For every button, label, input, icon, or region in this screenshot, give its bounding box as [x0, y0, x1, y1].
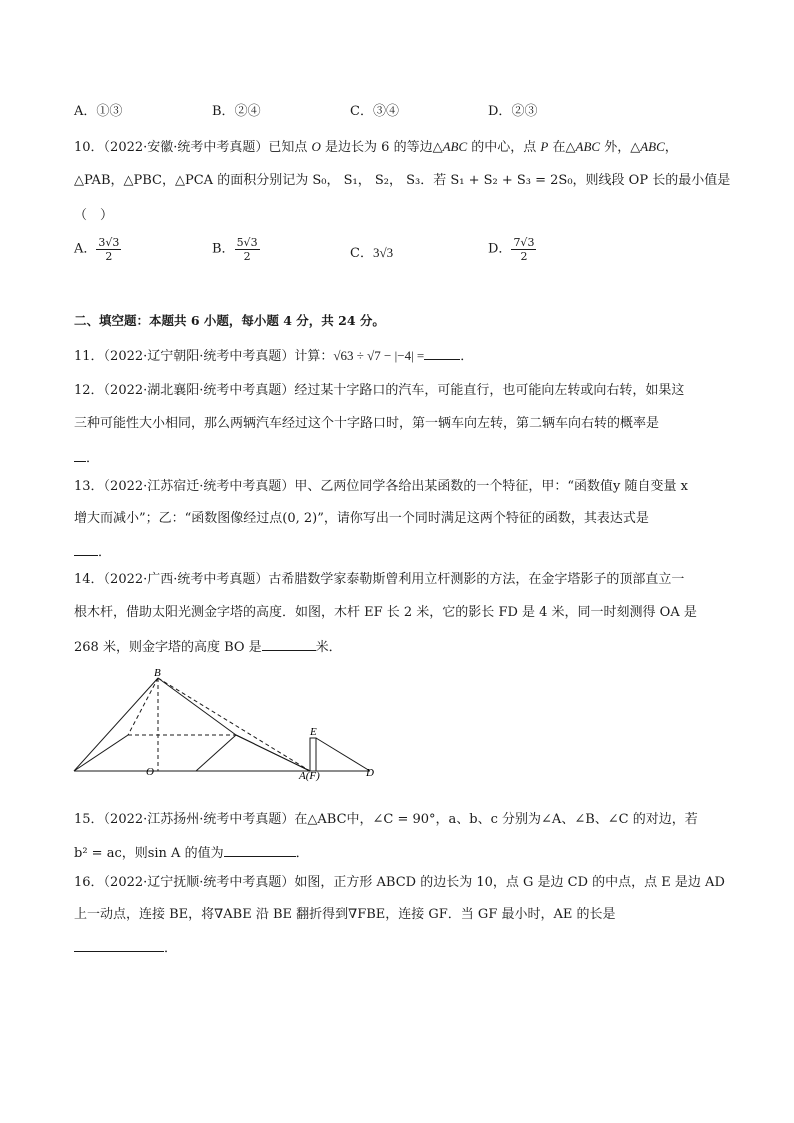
q9-option-c: C．③④: [350, 104, 399, 119]
q13-line1: 13．（2022·江苏宿迁·统考中考真题）甲、乙两位同学各给出某函数的一个特征，甲：“函数值y 随自变量 x: [74, 479, 688, 494]
answer-blank[interactable]: [424, 345, 460, 360]
q16-line3: ．: [74, 937, 177, 959]
section-heading: 二、填空题：本题共 6 小题，每小题 4 分，共 24 分。: [74, 313, 385, 328]
q10-option-a: A． $\frac{3√3}{2}$: [74, 236, 120, 263]
q9-option-b: B．②④: [212, 104, 261, 119]
label-o: O: [146, 766, 154, 778]
pyramid-figure: [70, 664, 380, 784]
label-d: D: [366, 767, 374, 779]
q16-line1: 16．（2022·辽宁抚顺·统考中考真题）如图，正方形 ABCD 的边长为 10，点 G 是边 CD 的中点，点 E 是边 AD: [74, 875, 725, 890]
q14-line2: 根木杆，借助太阳光测金字塔的高度．如图，木杆 EF 长 2 米，它的影长 FD 是 4 米，同一时刻测得 OA 是: [74, 605, 697, 620]
answer-blank[interactable]: [74, 541, 98, 556]
label-a-f: A(F): [299, 770, 320, 782]
q12-line2: 三种可能性大小相同，那么两辆汽车经过这个十字路口时，第一辆车向左转，第二辆车向右转的概率是: [74, 416, 660, 431]
q10-option-c: C．3√3: [350, 245, 394, 261]
q12-line1: 12．（2022·湖北襄阳·统考中考真题）经过某十字路口的汽车，可能直行，也可能向左转或向右转，如果这: [74, 383, 685, 398]
q10-line3: （ ）: [74, 208, 114, 223]
q13-line2: 增大而减小”；乙：“函数图像经过点(0, 2)”，请你写出一个同时满足这两个特征的函数，其表达式是: [74, 511, 649, 526]
q10-line2: △PAB，△PBC，△PCA 的面积分别记为 S₀， S₁， S₂， S₃．若 S₁ + S₂ + S₃ = 2S₀，则线段 OP 长的最小值是: [74, 173, 731, 188]
q12-line3: ．: [74, 447, 99, 469]
q9-option-a: A．①③: [74, 104, 123, 119]
q15-line2: b² = ac，则sin A 的值为 ．: [74, 842, 309, 864]
q9-option-d: D．②③: [488, 104, 538, 119]
q10-line1: 10．（2022·安徽·统考中考真题）已知点 O 是边长为 6 的等边△ABC 的中心，点 P 在△ABC 外，△ABC，: [74, 139, 678, 155]
answer-blank[interactable]: [224, 842, 296, 857]
answer-blank[interactable]: [74, 447, 86, 462]
q14-line3: 268 米，则金字塔的高度 BO 是 米．: [74, 636, 342, 658]
q15-line1: 15．（2022·江苏扬州·统考中考真题）在△ABC中，∠C = 90°，a、b、c 分别为∠A、∠B、∠C 的对边，若: [74, 812, 698, 827]
q16-line2: 上一动点，连接 BE，将∇ABE 沿 BE 翻折得到∇FBE，连接 GF．当 GF 最小时，AE 的长是: [74, 907, 616, 922]
label-b: B: [154, 667, 161, 679]
answer-blank[interactable]: [262, 636, 316, 651]
answer-blank[interactable]: [74, 937, 164, 952]
label-e: E: [310, 726, 317, 738]
q10-option-b: B． $\frac{5√3}{2}$: [212, 236, 258, 263]
q10-option-d: D． $\frac{7√3}{2}$: [488, 236, 535, 263]
q11-line: 11．（2022·辽宁朝阳·统考中考真题）计算：√63 ÷ √7 − |−4| = ．: [74, 345, 473, 367]
q14-line1: 14．（2022·广西·统考中考真题）古希腊数学家泰勒斯曾利用立杆测影的方法，在金字塔影子的顶部直立一: [74, 572, 685, 587]
q13-line3: ．: [74, 541, 111, 563]
